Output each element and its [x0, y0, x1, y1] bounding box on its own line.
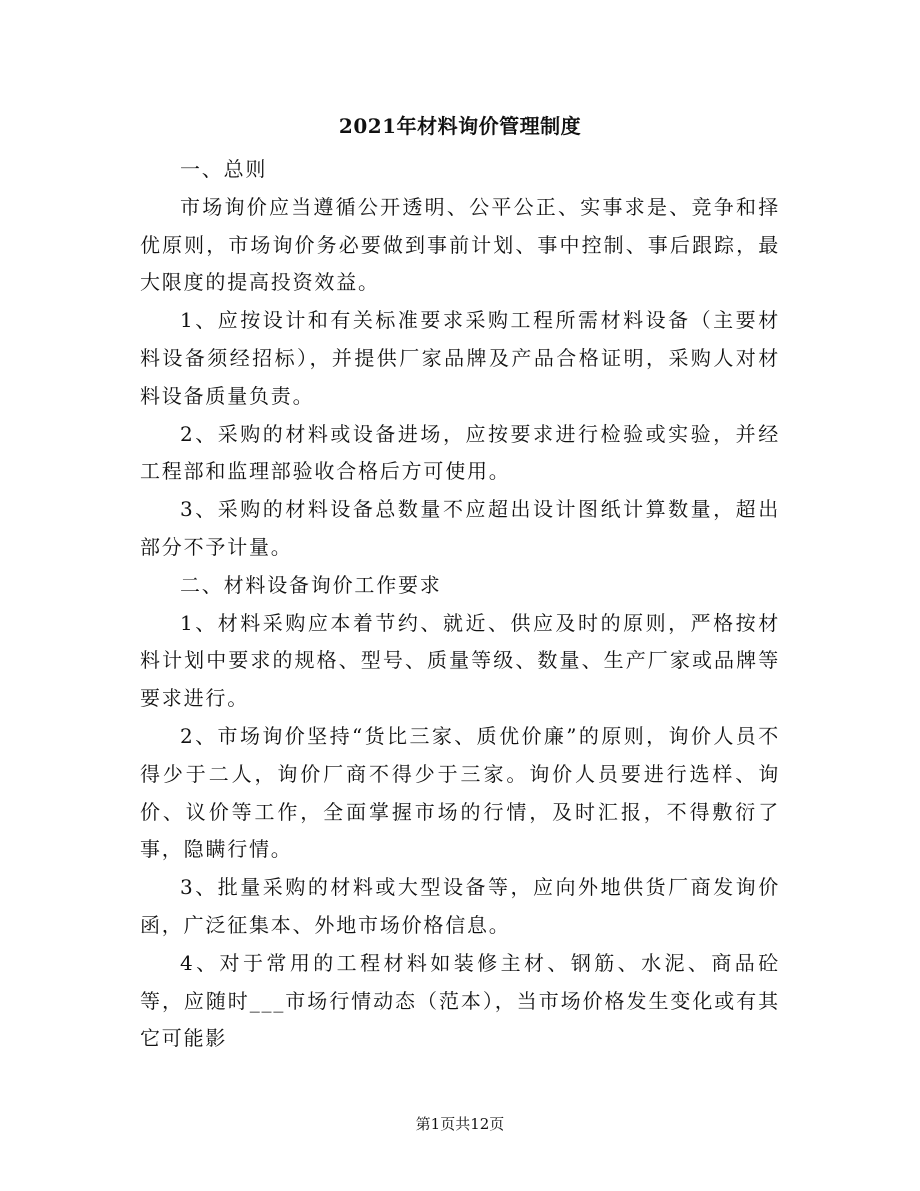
paragraph-requirement-3: 3、批量采购的材料或大型设备等，应向外地供货厂商发询价函，广泛征集本、外地市场价格信息。	[140, 875, 780, 937]
paragraph-requirement-2: 2、市场询价坚持“货比三家、质优价廉”的原则，询价人员不得少于二人，询价厂商不得少于三家。询价人员要进行选样、询价、议价等工作，全面掌握市场的行情，及时汇报，不得敷衍了事，隐瞒行情。	[140, 723, 780, 862]
page-footer: 第1页共12页	[415, 1115, 505, 1133]
section-heading-general: 一、总则	[180, 157, 268, 181]
paragraph-item-1: 1、应按设计和有关标准要求采购工程所需材料设备（主要材料设备须经招标），并提供厂家品牌及产品合格证明，采购人对材料设备质量负责。	[140, 308, 780, 408]
document-body	[140, 151, 780, 1058]
document-title: 2021年材料询价管理制度	[338, 114, 582, 138]
paragraph-inquiry-principles: 市场询价应当遵循公开透明、公平公正、实事求是、竞争和择优原则，市场询价务必要做到事前计划、事中控制、事后跟踪，最大限度的提高投资效益。	[140, 194, 780, 295]
section-heading-requirements: 二、材料设备询价工作要求	[180, 572, 442, 597]
paragraph-item-2: 2、采购的材料或设备进场，应按要求进行检验或实验，并经工程部和监理部验收合格后方可使用。	[140, 421, 780, 484]
paragraph-item-3: 3、采购的材料设备总数量不应超出设计图纸计算数量，超出部分不予计量。	[140, 497, 780, 559]
paragraph-requirement-1: 1、材料采购应本着节约、就近、供应及时的原则，严格按材料计划中要求的规格、型号、质量等级、数量、生产厂家或品牌等要求进行。	[140, 610, 780, 711]
paragraph-requirement-4: 4、对于常用的工程材料如装修主材、钢筋、水泥、商品砼等，应随时___市场行情动态（范本），当市场价格发生变化或有其它可能影	[140, 950, 780, 1051]
